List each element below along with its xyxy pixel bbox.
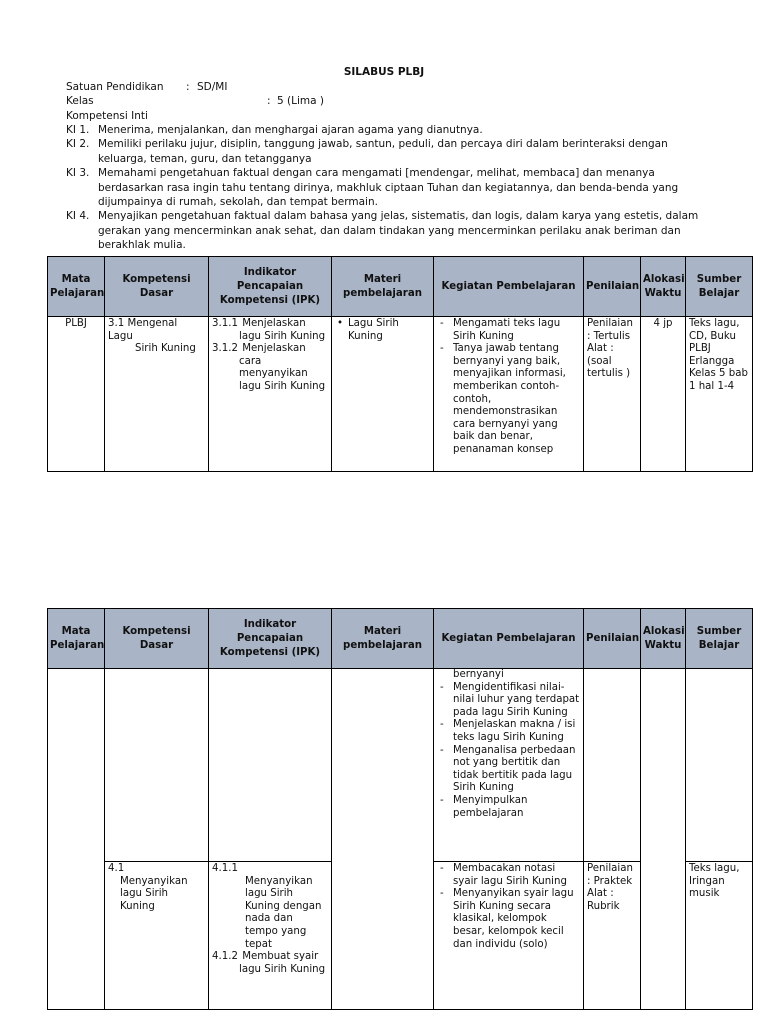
ipk-number: 3.1.2	[212, 343, 238, 355]
cell-penilaian: Penilaian : Praktek Alat : Rubrik	[584, 862, 641, 1010]
satuan-label: Satuan Pendidikan	[66, 81, 164, 93]
cell-kd	[105, 317, 209, 472]
kelas-value: 5 (Lima )	[277, 95, 324, 108]
cell-sumber	[686, 669, 753, 862]
ki-number: KI 3.	[66, 167, 90, 180]
cell-penilaian: Penilaian : Tertulis Alat : (soal tertulis )	[584, 317, 641, 472]
cell-kegiatan	[434, 669, 584, 862]
kelas-row	[66, 94, 324, 108]
ki-number: KI 4.	[66, 210, 90, 223]
header-penilaian: Penilaian	[584, 609, 641, 669]
satuan-pendidikan-row	[66, 80, 228, 94]
ipk-text: Menjelaskan lagu Sirih Kuning	[239, 318, 326, 342]
satuan-value: SD/MI	[197, 81, 228, 93]
cell-alokasi	[641, 669, 686, 1010]
header-materi: Materi pembelajaran	[332, 257, 434, 317]
cell-kd	[105, 669, 209, 862]
kegiatan-item: - Menyanyikan syair lagu Sirih Kuning secara klasikal, kelompok besar, kelompok kecil dan individu (solo)	[437, 888, 580, 951]
ipk-item	[212, 318, 328, 343]
materi-item: • Lagu Sirih Kuning	[335, 318, 430, 343]
kompetensi-inti-heading: Kompetensi Inti	[66, 109, 148, 122]
cell-kegiatan	[434, 317, 584, 472]
ki-number: KI 1.	[66, 124, 90, 136]
cell-materi	[332, 317, 434, 472]
kegiatan-item: - Mengamati teks lagu Sirih Kuning	[437, 318, 580, 343]
table-row	[48, 669, 753, 862]
ki-text: Menyajikan pengetahuan faktual dalam bahasa yang jelas, sistematis, dan logis, dalam karya yang estetis, dalam gerakan yang mencerminkan anak sehat, dan dalam tindakan yang mencerminkan perilaku anak beriman dan berakhlak mulia.	[98, 210, 699, 252]
ki-text: Memahami pengetahuan faktual dengan cara mengamati [mendengar, melihat, membaca] dan menanya berdasarkan rasa ingin tahu tentang dirinya, makhluk ciptaan Tuhan dan kegiatannya, dan benda-benda yang dijumpainya di rumah, sekolah, dan tempat bermain.	[98, 167, 679, 209]
kegiatan-item: - Membacakan notasi syair lagu Sirih Kuning	[437, 863, 580, 888]
kelas-separator: :	[267, 95, 271, 108]
cell-kegiatan	[434, 862, 584, 1010]
ki-item	[66, 123, 706, 137]
kegiatan-item: - Mengidentifikasi nilai-nilai luhur yang terdapat pada lagu Sirih Kuning	[437, 682, 580, 720]
cell-ipk	[209, 317, 332, 472]
ki-item	[66, 166, 706, 209]
header-ipk: Indikator Pencapaian Kompetensi (IPK)	[209, 609, 332, 669]
ki-text: Memiliki perilaku jujur, disiplin, tanggung jawab, santun, peduli, dan percaya diri dalam berinteraksi dengan keluarga, teman, guru, dan tetangganya	[98, 138, 668, 165]
kompetensi-inti-list	[66, 123, 706, 253]
kegiatan-item: - Menyimpulkan pembelajaran	[437, 795, 580, 820]
silabus-table-page1	[47, 256, 753, 472]
ipk-text: Membuat syair lagu Sirih Kuning	[239, 951, 326, 975]
kegiatan-item: - Menjelaskan makna / isi teks lagu Sirih Kuning	[437, 719, 580, 744]
kegiatan-item: - Tanya jawab tentang bernyanyi yang baik, menyajikan informasi, memberikan contoh-contoh, mendemonstrasikan cara bernyanyi yang baik dan benar, penanaman konsep	[437, 343, 580, 456]
header-kegiatan: Kegiatan Pembelajaran	[434, 609, 584, 669]
header-mata-pelajaran: Mata Pelajaran	[48, 257, 105, 317]
ipk-text: Menjelaskan cara menyanyikan lagu Sirih Kuning	[239, 343, 326, 392]
ki-number: KI 2.	[66, 138, 90, 151]
kd-number: 4.1	[108, 863, 125, 874]
header-ipk: Indikator Pencapaian Kompetensi (IPK)	[209, 257, 332, 317]
document-title: SILABUS PLBJ	[343, 66, 425, 78]
silabus-table-page2	[47, 608, 753, 1010]
cell-penilaian	[584, 669, 641, 862]
ipk-item	[212, 343, 328, 393]
cell-mapel	[48, 669, 105, 1010]
kd-text: Menyanyikan lagu Sirih Kuning	[120, 875, 188, 912]
ipk-number: 3.1.1	[212, 318, 238, 329]
header-penilaian: Penilaian	[584, 257, 641, 317]
ki-text: Menerima, menjalankan, dan menghargai ajaran agama yang dianutnya.	[98, 124, 483, 136]
ipk-number: 4.1.1	[212, 863, 238, 874]
ipk-number: 4.1.2	[212, 951, 238, 963]
cell-sumber: Teks lagu, CD, Buku PLBJ Erlangga Kelas 5 bab 1 hal 1-4	[686, 317, 753, 472]
header-kompetensi-dasar: Kompetensi Dasar	[105, 257, 209, 317]
kegiatan-item: - Menganalisa perbedaan not yang bertitik dan tidak bertitik pada lagu Sirih Kuning	[437, 745, 580, 795]
ipk-item	[212, 951, 328, 976]
header-alokasi: Alokasi Waktu	[641, 609, 686, 669]
ki-item	[66, 137, 706, 166]
header-kegiatan: Kegiatan Pembelajaran	[434, 257, 584, 317]
cell-ipk	[209, 669, 332, 862]
header-kompetensi-dasar: Kompetensi Dasar	[105, 609, 209, 669]
ki-item	[66, 209, 706, 252]
cell-ipk	[209, 862, 332, 1010]
cell-kd	[105, 862, 209, 1010]
cell-mapel: PLBJ	[48, 317, 105, 472]
table-row	[48, 317, 753, 472]
cell-sumber: Teks lagu, Iringan musik	[686, 862, 753, 1010]
satuan-separator: :	[186, 81, 190, 93]
header-info	[66, 80, 324, 123]
cell-alokasi: 4 jp	[641, 317, 686, 472]
kd-line: Sirih Kuning	[135, 343, 196, 355]
cell-materi	[332, 669, 434, 1010]
table-header-row	[48, 257, 753, 317]
header-alokasi: Alokasi Waktu	[641, 257, 686, 317]
kegiatan-continued: bernyanyi	[453, 669, 504, 680]
header-materi: Materi pembelajaran	[332, 609, 434, 669]
kelas-label: Kelas	[66, 95, 94, 108]
kd-line: 3.1 Mengenal Lagu	[108, 318, 178, 342]
header-sumber: Sumber Belajar	[686, 257, 753, 317]
ipk-text: Menyanyikan lagu Sirih Kuning dengan nada dan tempo yang tepat	[245, 875, 322, 950]
header-mata-pelajaran: Mata Pelajaran	[48, 609, 105, 669]
table-header-row	[48, 609, 753, 669]
header-sumber: Sumber Belajar	[686, 609, 753, 669]
